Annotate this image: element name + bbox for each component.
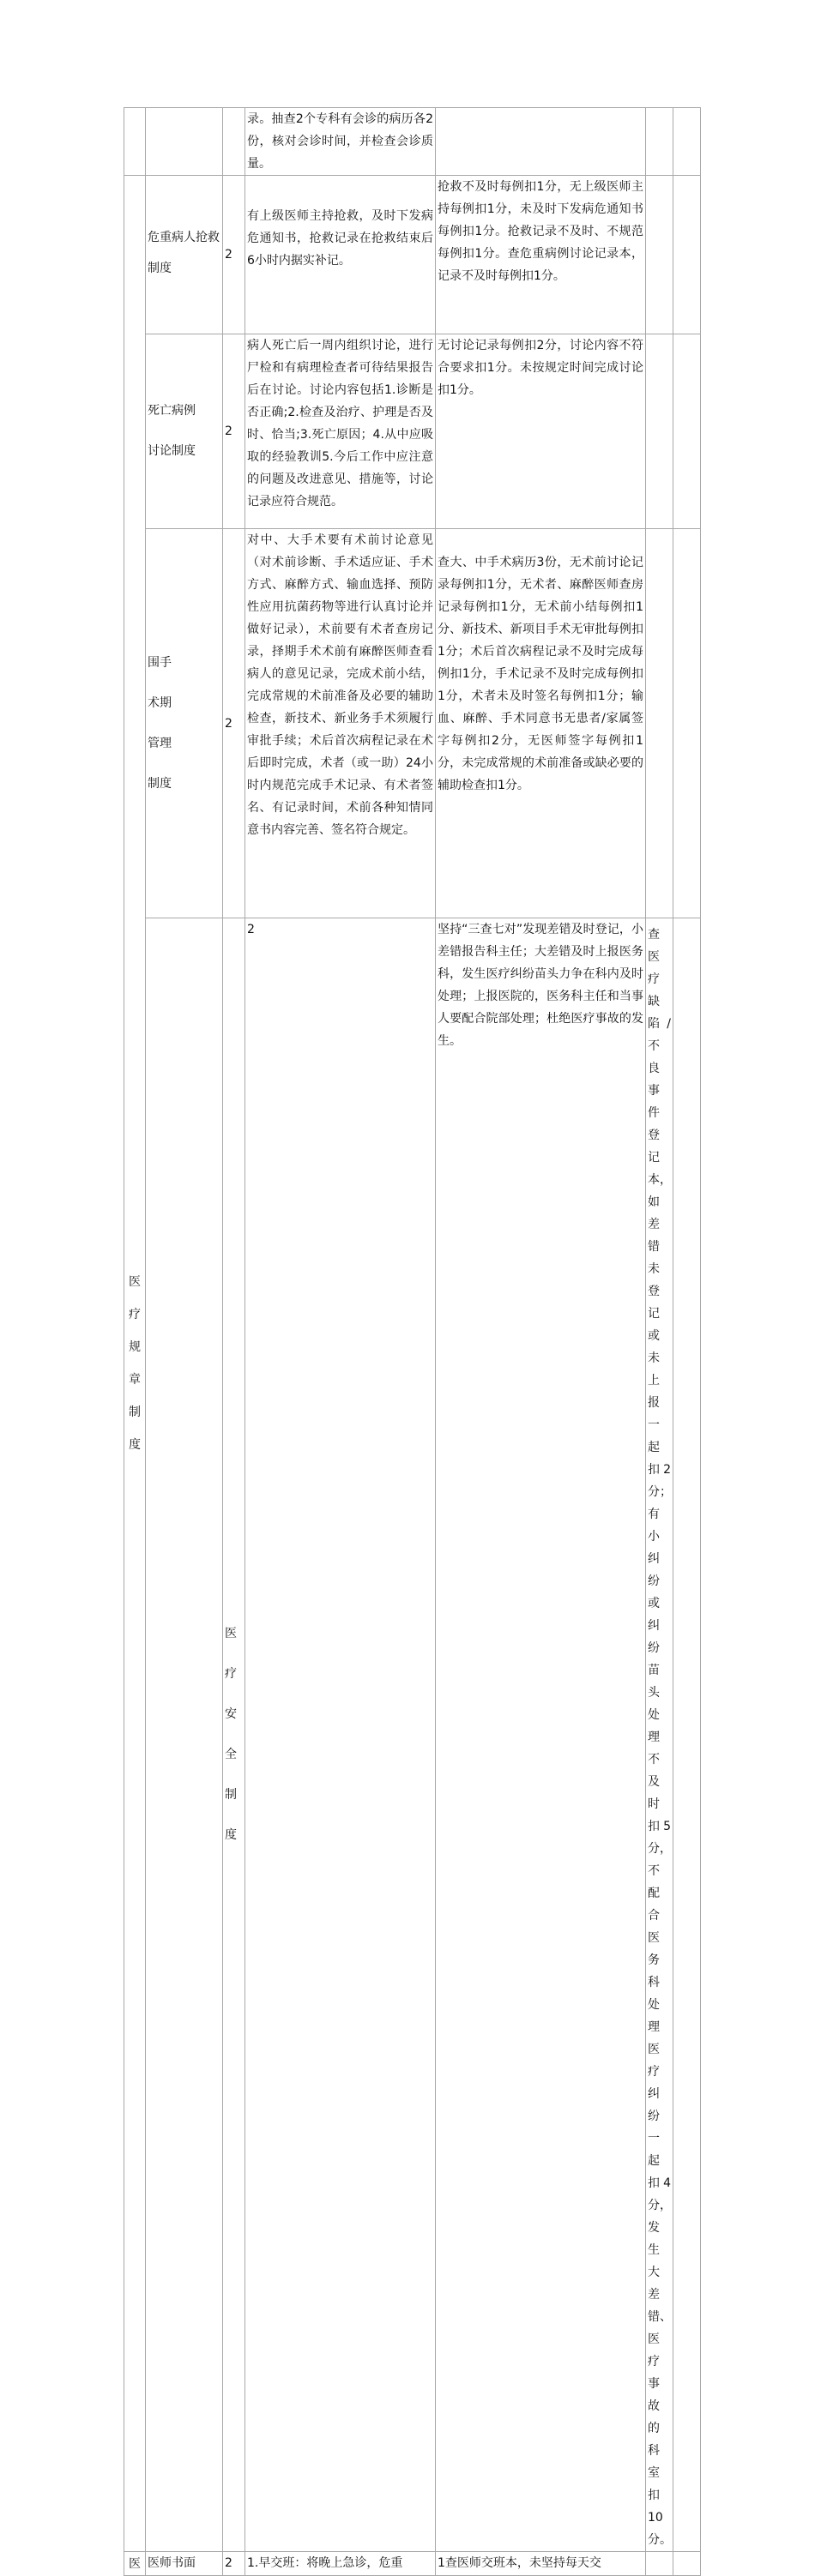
table-row [124,108,701,176]
category-cell [124,176,146,2552]
item-name-line: 管理 [148,736,172,750]
standard-cell: 1.早交班：将晚上急诊，危重 [245,2552,436,2576]
blank-cell-a [646,334,673,529]
category-cell-empty [124,108,146,176]
item-name-cell [146,176,223,334]
score-cell [223,108,245,176]
score-cell: 2 [223,529,245,918]
blank-cell-b [673,108,701,176]
category-char: 制 [129,1405,141,1419]
category-char: 医 [129,2556,141,2571]
blank-cell-a [646,108,673,176]
table-row [124,918,701,2552]
deduction-cell: 抢救不及时每例扣1分，无上级医师主持每例扣1分，未及时下发病危通知书每例扣1分。抢救记录不及时、不规范每例扣1分。查危重病例讨论记录本，记录不及时每例扣1分。 [436,176,646,334]
item-name-line: 术期 [148,695,172,710]
standard-cell: 有上级医师主持抢救，及时下发病危通知书，抢救记录在抢救结束后6小时内据实补记。 [245,176,436,334]
category-char: 章 [129,1373,141,1387]
category-cell [124,2552,146,2576]
item-name-line: 围手 [148,655,172,670]
item-name-line: 讨论制度 [148,444,196,458]
category-cell-empty [146,918,223,2552]
item-name-cell [146,334,223,529]
blank-cell-a [646,176,673,334]
score-cell: 2 [223,176,245,334]
score-cell: 2 [223,334,245,529]
deduction-cell [436,108,646,176]
deduction-cell: 查医疗缺陷/不良事件登记本，如差错未登记或未上报一起扣2分；有小纠纷或纠纷苗头处理不及时扣5分，不配合医务科处理医疗纠纷一起扣4分， 发生大差错、医疗事故的科室扣10分。 [646,918,673,2552]
category-char: 医 [129,1275,141,1289]
table-row [124,334,701,529]
assessment-table [124,107,701,2576]
item-name-cell [146,108,223,176]
table-row [124,529,701,918]
standard-cell: 录。抽查2个专科有会诊的病历各2份，核对会诊时间，并检查会诊质量。 [245,108,436,176]
table-row [124,2552,701,2576]
table-row [124,176,701,334]
blank-cell-b [673,176,701,334]
category-char: 疗 [129,1308,141,1321]
item-name-cell [146,2552,223,2576]
category-char: 度 [129,1438,141,1452]
item-name-cell [223,918,245,2552]
item-name-cell [146,529,223,918]
blank-cell-a [673,918,701,2552]
item-name-line: 死亡病例 [148,404,196,418]
blank-cell-a [646,2552,673,2576]
standard-cell: 坚持“三查七对”发现差错及时登记，小差错报告科主任；大差错及时上报医务科，发生医疗纠纷苗头力争在科内及时处理；上报医院的，医务科主任和当事人要配合院部处理；杜绝医疗事故的发生。 [436,918,646,2552]
blank-cell-b [673,334,701,529]
item-name-line: 危重病人抢救 [148,230,220,244]
deduction-cell: 无讨论记录每例扣2分，讨论内容不符合要求扣1分。未按规定时间完成讨论扣1分。 [436,334,646,529]
item-name-line: 制度 [148,261,172,275]
standard-cell: 对中、大手术要有术前讨论意见（对术前诊断、手术适应证、手术方式、麻醉方式、输血选择、预防性应用抗菌药物等进行认真讨论并做好记录），术前要有术者查房记录，择期手术术前有麻醉医师查看病人的意见记录，完成术前小结，完成常规的术前准备及必要的辅助检查，新技术、新业务手术须履行审批手续；术后首次病程记录在术后即时完成，术者（或一助）24小时内规范完成手术记录、有术者签名、有记录时间，术前各种知情同意书内容完善、签名符合规定。 [245,529,436,918]
item-name-line: 医师书面 [148,2556,196,2570]
item-name-line: 医疗安全 [225,1627,237,1761]
item-name-line: 制 度 [225,1788,237,1842]
score-cell: 2 [245,918,436,2552]
category-char: 规 [129,1340,141,1354]
item-name-line: 制度 [148,776,172,791]
blank-cell-a [646,529,673,918]
blank-cell-b [673,2552,701,2576]
blank-cell-b [673,529,701,918]
deduction-cell: 1查医师交班本，未坚持每天交 [436,2552,646,2576]
standard-cell: 病人死亡后一周内组织讨论，进行尸检和有病理检查者可待结果报告后在讨论。讨论内容包括1.诊断是否正确;2.检查及治疗、护理是否及时、恰当;3.死亡原因；4.从中应吸取的经验教训5.今后工作中应注意的问题及改进意见、措施等，讨论记录应符合规范。 [245,334,436,529]
score-cell: 2 [223,2552,245,2576]
deduction-cell: 查大、中手术病历3份，无术前讨论记录每例扣1分，无术者、麻醉医师查房记录每例扣1分，无术前小结每例扣1分、新技术、新项目手术无审批每例扣1分；术后首次病程记录不及时完成每例扣1分，手术记录不及时完成每例扣1分，术者未及时签名每例扣1分；输血、麻醉、手术同意书无患者/家属签字每例扣2分，无医师签字每例扣1分，未完成常规的术前准备或缺必要的辅助检查扣1分。 [436,529,646,918]
